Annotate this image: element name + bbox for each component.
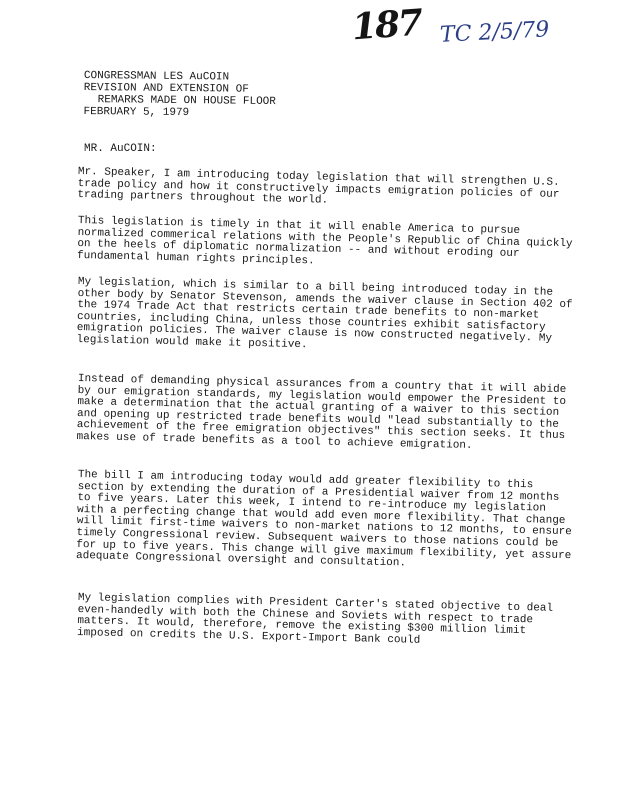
paragraph-2: This legislation is timely in that it will enable America to pursue normalized commerical relations with the People's Republic of China quickly on the heels of diplomatic normalization -- and without eroding our fundamental human rights principles. [76, 215, 573, 268]
salutation: MR. AuCOIN: [84, 143, 157, 155]
paragraph-5: The bill I am introducing today would add greater flexibility to this section by extending the duration of a Presidential waiver from 12 months to five years. Later this week, I intend to re-introduce my legislation with a perfecting change that would add even more flexibility. That change will limit first-time waivers to non-market nations to 12 months, to ensure timely Congressional review. Subsequent waivers to those nations could be for up to five years. This change will give maximum flexibility, yet assure adequate Congressional oversight and consultation. [75, 469, 572, 570]
header-line-remarks: REMARKS MADE ON HOUSE FLOOR [97, 94, 276, 109]
document-header [83, 70, 276, 120]
paragraph-3: My legislation, which is similar to a bill being introduced today in the other body by Senator Stevenson, amends the waiver clause in Section 402 of the 1974 Trade Act that restricts certain trade benefits to non-market countries, including China, unless those countries exhibit satisfactory emigration policies. The waiver clause is now constructed negatively. My legislation would make it positive. [76, 276, 573, 352]
header-line-date: FEBRUARY 5, 1979 [83, 105, 190, 120]
handwritten-date: TC 2/5/79 [439, 17, 550, 48]
paragraph-1: Mr. Speaker, I am introducing today legislation that will strengthen U.S. trade policy and how it constructively impacts emigration policies of our trading partners throughout the world. [77, 166, 560, 207]
paragraph-6: My legislation complies with President Carter's stated objective to deal even-handedly with both the Chinese and Soviets with respect to trade matters. It would, therefore, remove the existing $300 million limit imposed on credits the U.S. Export-Import Bank could [76, 592, 554, 647]
paragraph-4: Instead of demanding physical assurances from a country that it will abide by our emigration standards, my legislation would empower the President to make a determination that the actual granting of a waiver to this section and opening up restricted trade benefits would "lead substantially to the achievement of the free emigration objectives" this section seeks. It thus makes use of trade benefits as a tool to achieve emigration. [76, 373, 567, 452]
header-line-revision: REVISION AND EXTENSION OF [83, 81, 249, 96]
header-line-congressman: CONGRESSMAN LES AuCOIN [83, 70, 230, 84]
handwritten-number: 187 [350, 1, 423, 49]
